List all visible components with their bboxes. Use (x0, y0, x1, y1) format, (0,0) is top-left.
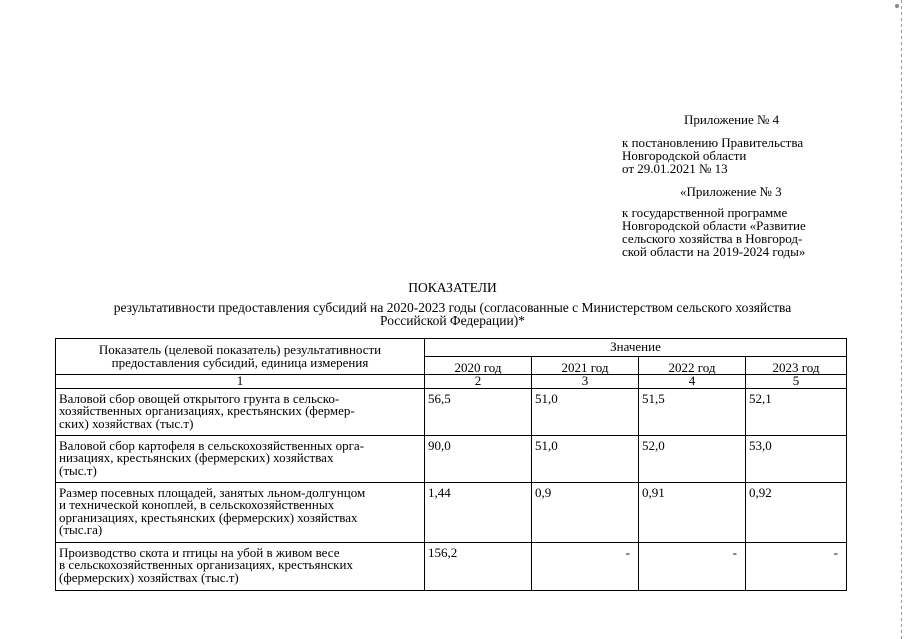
indicator-name-line: Валовой сбор картофеля в сельскохозяйственных орга- (59, 437, 365, 453)
value-cell: 0,92 (746, 482, 847, 542)
indicator-name-cell (56, 435, 425, 482)
column-number-cell: 5 (746, 375, 847, 389)
appendix-line: к постановлению Правительства (622, 135, 804, 150)
column-numbers-row (56, 375, 847, 389)
year-cell: 2022 год (639, 357, 746, 375)
indicator-name-line: и технической коноплей, в сельскохозяйственных (59, 497, 335, 512)
column-number-cell: 4 (639, 375, 746, 389)
year-cell: 2020 год (425, 357, 532, 375)
column-number-cell: 3 (532, 375, 639, 389)
appendix-line: Новгородской области (622, 148, 747, 163)
column-number-cell: 1 (56, 375, 425, 389)
value-cell: 0,9 (532, 482, 639, 542)
indicator-name-line: хозяйственных организациях, крестьянских (фермер- (59, 403, 355, 418)
indicator-name-line: Производство скота и птицы на убой в живом весе (59, 544, 340, 560)
appendix2-line: Новгородской области «Развитие (622, 218, 806, 233)
value-header-cell: Значение (425, 339, 847, 357)
year-cell: 2023 год (746, 357, 847, 375)
indicator-header-line: Показатель (целевой показатель) результативности (98, 342, 382, 357)
value-cell: 1,44 (425, 482, 532, 542)
appendix2-line: сельского хозяйства в Новгород- (622, 231, 803, 246)
table-row (56, 482, 847, 542)
value-cell: - (639, 542, 746, 590)
appendix2-line: к государственной программе (622, 205, 788, 220)
appendix-block (622, 136, 803, 175)
indicator-name-line: (тыс.т) (59, 462, 97, 478)
appendix-title: Приложение № 4 (684, 112, 780, 127)
table-header-row (56, 339, 847, 357)
indicator-name-cell (56, 542, 425, 590)
indicators-table (55, 338, 847, 591)
indicator-header-cell (56, 339, 425, 375)
indicator-name-line: ских) хозяйствах (тыс.т) (59, 415, 194, 431)
appendix2-line: ской области на 2019-2024 годы» (622, 244, 806, 259)
indicator-name-line: (фермерских) хозяйствах (тыс.т) (59, 569, 239, 585)
appendix2-title: «Приложение № 3 (680, 184, 782, 199)
value-cell: 51,0 (532, 388, 639, 435)
table-row (56, 435, 847, 482)
scan-corner-mark (895, 4, 899, 8)
page-subtitle-line1: результативности предоставления субсидий на 2020-2023 годы (согласованные с Министерством сельского хозяйства (113, 300, 792, 315)
appendix-line: от 29.01.2021 № 13 (622, 161, 728, 176)
value-cell: 156,2 (425, 542, 532, 590)
page-subtitle-line2: Российской Федерации)* (380, 313, 525, 328)
value-cell: 51,5 (639, 388, 746, 435)
indicator-name-line: низациях, крестьянских (фермерских) хозяйствах (59, 450, 334, 465)
value-cell: - (532, 542, 639, 590)
value-cell: 52,1 (746, 388, 847, 435)
indicator-name-cell (56, 482, 425, 542)
indicator-name-line: (тыс.га) (59, 522, 103, 537)
value-cell: - (746, 542, 847, 590)
appendix2-block (622, 206, 806, 258)
indicator-name-line: в сельскохозяйственных организациях, крестьянских (59, 557, 353, 572)
value-cell: 56,5 (425, 388, 532, 435)
value-cell: 90,0 (425, 435, 532, 482)
indicator-name-line: Валовой сбор овощей открытого грунта в сельско- (59, 390, 340, 406)
indicator-name-cell (56, 388, 425, 435)
value-cell: 53,0 (746, 435, 847, 482)
year-cell: 2021 год (532, 357, 639, 375)
indicator-name-line: Размер посевных площадей, занятых льном-долгунцом (59, 484, 366, 500)
indicator-header-line: предоставления субсидий, единица измерения (111, 354, 369, 370)
value-cell: 52,0 (639, 435, 746, 482)
table-row (56, 542, 847, 590)
page-title: ПОКАЗАТЕЛИ (408, 280, 497, 295)
value-cell: 51,0 (532, 435, 639, 482)
value-cell: 0,91 (639, 482, 746, 542)
table-row (56, 388, 847, 435)
column-number-cell: 2 (425, 375, 532, 389)
indicator-name-line: организациях, крестьянских (фермерских) хозяйствах (59, 509, 358, 525)
